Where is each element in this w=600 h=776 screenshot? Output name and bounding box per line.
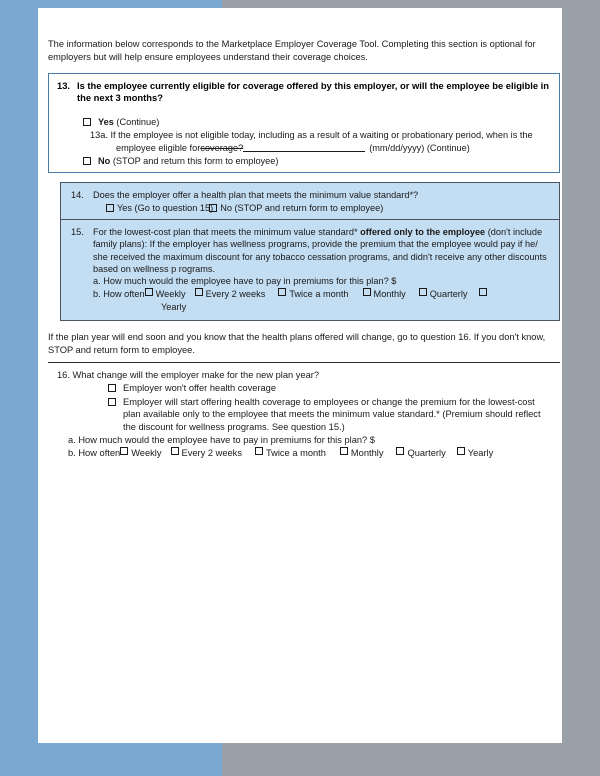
question-16-frequency-row bbox=[48, 447, 552, 460]
question-14-box bbox=[61, 183, 559, 220]
checkbox-q15-yearly[interactable] bbox=[479, 288, 487, 296]
question-15-number: 15. bbox=[71, 227, 84, 238]
question-15-freq-monthly[interactable] bbox=[363, 288, 406, 301]
question-14-number: 14. bbox=[71, 190, 84, 201]
question-14-yes-row[interactable] bbox=[106, 202, 213, 214]
question-15-freq-quarterly[interactable] bbox=[419, 288, 468, 301]
checkbox-q13-yes[interactable] bbox=[83, 118, 91, 126]
question-16-freq-twice-a-month-label: Twice a month bbox=[265, 448, 326, 459]
question-13-prompt: Is the employee currently eligible for coverage offered by this employer, or will the employee be eligible in the next 3 months? bbox=[77, 80, 550, 104]
transition-paragraph: If the plan year will end soon and you know that the health plans offered will change, go to question 16. If you don't know, STOP and return form to employee. bbox=[48, 331, 546, 355]
question-15-freq-yearly-label: Yearly bbox=[161, 301, 187, 312]
checkbox-q15-weekly[interactable] bbox=[145, 288, 153, 296]
question-13a-text bbox=[57, 129, 551, 154]
question-16-freq-yearly-label: Yearly bbox=[467, 448, 494, 459]
question-16-freq-twice-a-month[interactable] bbox=[255, 447, 326, 460]
question-16-freq-weekly[interactable] bbox=[120, 447, 161, 460]
checkbox-q15-monthly[interactable] bbox=[363, 288, 371, 296]
question-16-option-1-label: Employer won't offer health coverage bbox=[123, 383, 277, 394]
question-16-sub-a bbox=[48, 434, 552, 447]
question-15-heading bbox=[71, 226, 551, 275]
question-16-sub-b-label: b. How often bbox=[68, 448, 121, 459]
page-content bbox=[48, 38, 552, 460]
question-16-option-1-row[interactable] bbox=[48, 382, 552, 395]
checkbox-q16-every-2-weeks[interactable] bbox=[171, 447, 179, 455]
checkbox-q13-no[interactable] bbox=[83, 157, 91, 165]
question-15-freq-yearly-checkbox-holder[interactable] bbox=[479, 288, 490, 296]
question-13-no-label: No bbox=[98, 156, 111, 167]
question-16-number: 16. bbox=[57, 369, 70, 380]
checkbox-q15-every-2-weeks[interactable] bbox=[195, 288, 203, 296]
question-15-frequency-row bbox=[93, 288, 551, 314]
question-16-freq-every-2-weeks[interactable] bbox=[171, 447, 242, 460]
checkbox-q16-monthly[interactable] bbox=[340, 447, 348, 455]
question-13-yes-text bbox=[91, 116, 159, 128]
question-16-freq-monthly[interactable] bbox=[340, 447, 384, 460]
question-15-sub-b bbox=[71, 288, 551, 314]
document-page bbox=[38, 8, 562, 743]
intro-paragraph: The information below corresponds to the Marketplace Employer Coverage Tool. Completing this section is optional for employers but will help ensure employees understand their coverage choices. bbox=[48, 39, 536, 62]
question-13-heading bbox=[57, 80, 551, 105]
question-15-sub-a-label: a. How much would the employee have to pay in premiums for this plan? $ bbox=[93, 276, 397, 287]
checkbox-q16-option-1[interactable] bbox=[108, 384, 116, 392]
question-14-prompt: Does the employer offer a health plan that meets the minimum value standard*? bbox=[93, 190, 419, 201]
question-14-options bbox=[71, 202, 551, 214]
question-15-box bbox=[61, 220, 559, 319]
question-15-freq-twice-a-month[interactable] bbox=[278, 288, 348, 301]
question-16-freq-yearly[interactable] bbox=[457, 447, 494, 460]
question-15-prompt-part2: (don't include family plans): If the employer has wellness programs, provide the premium that the employee would pay if he/ she received the maximum discount for any tobacco cessation programs, and didn't receive any other discounts based on wellness p rograms. bbox=[93, 227, 547, 274]
question-15-prompt bbox=[93, 226, 551, 275]
question-13-no-row[interactable] bbox=[57, 155, 551, 167]
question-14-yes-label: Yes (Go to question 15) bbox=[117, 202, 214, 213]
checkbox-q15-twice-a-month[interactable] bbox=[278, 288, 286, 296]
question-13-number: 13. bbox=[57, 80, 71, 91]
checkbox-q16-weekly[interactable] bbox=[120, 447, 128, 455]
checkbox-q14-yes[interactable] bbox=[106, 204, 114, 212]
question-15-freq-twice-a-month-label: Twice a month bbox=[289, 288, 349, 299]
question-13a-number: 13a. bbox=[90, 130, 108, 141]
question-15-freq-quarterly-label: Quarterly bbox=[429, 288, 468, 299]
checkbox-q16-yearly[interactable] bbox=[457, 447, 465, 455]
question-16-sub-a-label: a. How much would the employee have to pay in premiums for this plan? $ bbox=[68, 435, 375, 446]
question-16-freq-quarterly-label: Quarterly bbox=[407, 448, 446, 459]
question-15-freq-weekly[interactable] bbox=[145, 288, 186, 301]
question-13-yes-row[interactable] bbox=[57, 116, 551, 128]
question-13-yes-note: (Continue) bbox=[116, 116, 160, 127]
question-15-freq-every-2-weeks-label: Every 2 weeks bbox=[205, 288, 266, 299]
question-16-heading bbox=[48, 369, 552, 382]
question-16-section bbox=[48, 369, 552, 461]
question-16-option-2-label: Employer will start offering health coverage to employees or change the premium for the lowest-cost plan available only to the employee that meets the minimum value standard.* (Premium should reflect the discount for wellness programs. See question 15.) bbox=[123, 396, 541, 432]
question-13a-struck-word: coverage? bbox=[200, 142, 244, 153]
checkbox-q15-quarterly[interactable] bbox=[419, 288, 427, 296]
question-14-no-row[interactable] bbox=[209, 202, 383, 214]
question-13-no-text bbox=[91, 155, 278, 167]
checkbox-q16-twice-a-month[interactable] bbox=[255, 447, 263, 455]
question-16-freq-monthly-label: Monthly bbox=[350, 448, 384, 459]
question-15-sub-b-label: b. How often bbox=[93, 288, 145, 299]
checkbox-q16-option-2[interactable] bbox=[108, 398, 116, 406]
question-13a-body: If the employee is not eligible today, including as a result of a waiting or probationary period, when is the employee eligible for bbox=[110, 130, 533, 153]
question-16-freq-every-2-weeks-label: Every 2 weeks bbox=[181, 448, 242, 459]
question-14-heading bbox=[71, 189, 551, 201]
question-16-option-2-row[interactable] bbox=[48, 396, 552, 434]
question-15-freq-monthly-label: Monthly bbox=[373, 288, 406, 299]
date-fill-line[interactable] bbox=[243, 144, 365, 152]
question-13-options bbox=[57, 116, 551, 168]
question-15-prompt-emphasis: offered only to the employee bbox=[360, 227, 486, 238]
question-15-freq-every-2-weeks[interactable] bbox=[195, 288, 266, 301]
question-15-freq-weekly-label: Weekly bbox=[155, 288, 186, 299]
question-14-no-label: No (STOP and return form to employee) bbox=[220, 202, 384, 213]
question-13-yes-label: Yes bbox=[98, 116, 114, 127]
question-13-box bbox=[48, 73, 560, 173]
question-15-sub-a bbox=[71, 275, 551, 287]
question-16-prompt: What change will the employer make for the new plan year? bbox=[72, 369, 320, 380]
question-16-freq-quarterly[interactable] bbox=[396, 447, 445, 460]
question-15-prompt-part1: For the lowest-cost plan that meets the minimum value standard* bbox=[93, 227, 358, 238]
checkbox-q16-quarterly[interactable] bbox=[396, 447, 404, 455]
question-16-freq-weekly-label: Weekly bbox=[131, 448, 162, 459]
section-divider bbox=[48, 362, 560, 363]
question-13a-format: (mm/dd/yyyy) (Continue) bbox=[369, 142, 470, 153]
questions-14-15-panel bbox=[60, 182, 560, 320]
question-13-no-note: (STOP and return this form to employee) bbox=[112, 156, 279, 167]
